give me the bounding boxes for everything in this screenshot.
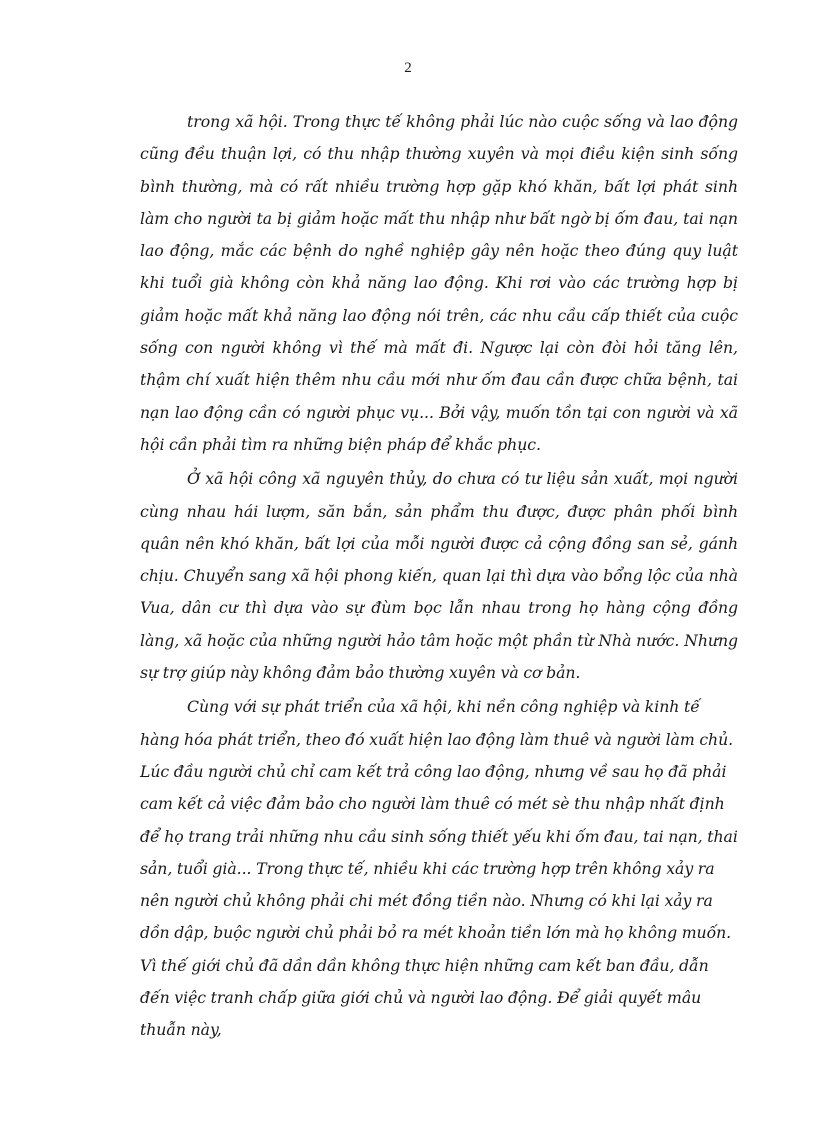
paragraph-2: Ở xã hội công xã nguyên thủy, do chưa có tư liệu sản xuất, mọi người cùng nhau hái lượm, săn bắn, sản phẩm thu được, được phân phối bình quân nên khó khăn, bất lợi của mỗi người được cả cộng đồng san sẻ, gánh chịu. Chuyển sang xã hội phong kiến, quan lại thì dựa vào bổng lộc của nhà Vua, dân cư thì dựa vào sự đùm bọc lẫn nhau trong họ hàng cộng đồng làng, xã hoặc của những người hảo tâm hoặc một phần từ Nhà nước. Nhưng sự trợ giúp này không đảm bảo thường xuyên và cơ bản.: [140, 469, 738, 683]
body-text: [140, 106, 738, 1047]
page-number: 2: [404, 60, 412, 76]
paragraph-1: trong xã hội. Trong thực tế không phải lúc nào cuộc sống và lao động cũng đều thuận lợi, có thu nhập thường xuyên và mọi điều kiện sinh sống bình thường, mà có rất nhiều trường hợp gặp khó khăn, bất lợi phát sinh làm cho người ta bị giảm hoặc mất thu nhập như bất ngờ bị ốm đau, tai nạn lao động, mắc các bệnh do nghề nghiệp gây nên hoặc theo đúng quy luật khi tuổi già không còn khả năng lao động. Khi rơi vào các trường hợp bị giảm hoặc mất khả năng lao động nói trên, các nhu cầu cấp thiết của cuộc sống con người không vì thế mà mất đi. Ngược lại còn đòi hỏi tăng lên, thậm chí xuất hiện thêm nhu cầu mới như ốm đau cần được chữa bệnh, tai nạn lao động cần có người phục vụ... Bởi vậy, muốn tồn tại con người và xã hội cần phải tìm ra những biện pháp để khắc phục.: [140, 112, 738, 454]
paragraph-3: Cùng với sự phát triển của xã hội, khi nền công nghiệp và kinh tế hàng hóa phát triển, theo đó xuất hiện lao động làm thuê và người làm chủ. Lúc đầu người chủ chỉ cam kết trả công lao động, nhưng về sau họ đã phải cam kết cả việc đảm bảo cho người làm thuê có mét sè thu nhập nhất định để họ trang trải những nhu cầu sinh sống thiết yếu khi ốm đau, tai nạn, thai sản, tuổi già... Trong thực tế, nhiều khi các trường hợp trên không xảy ra nên người chủ không phải chi mét đồng tiền nào. Nhưng có khi lại xảy ra dồn dập, buộc người chủ phải bỏ ra mét khoản tiền lớn mà họ không muốn. Vì thế giới chủ đã dần dần không thực hiện những cam kết ban đầu, dẫn đến việc tranh chấp giữa giới chủ và người lao động. Để giải quyết mâu thuẫn này,: [140, 697, 738, 1040]
